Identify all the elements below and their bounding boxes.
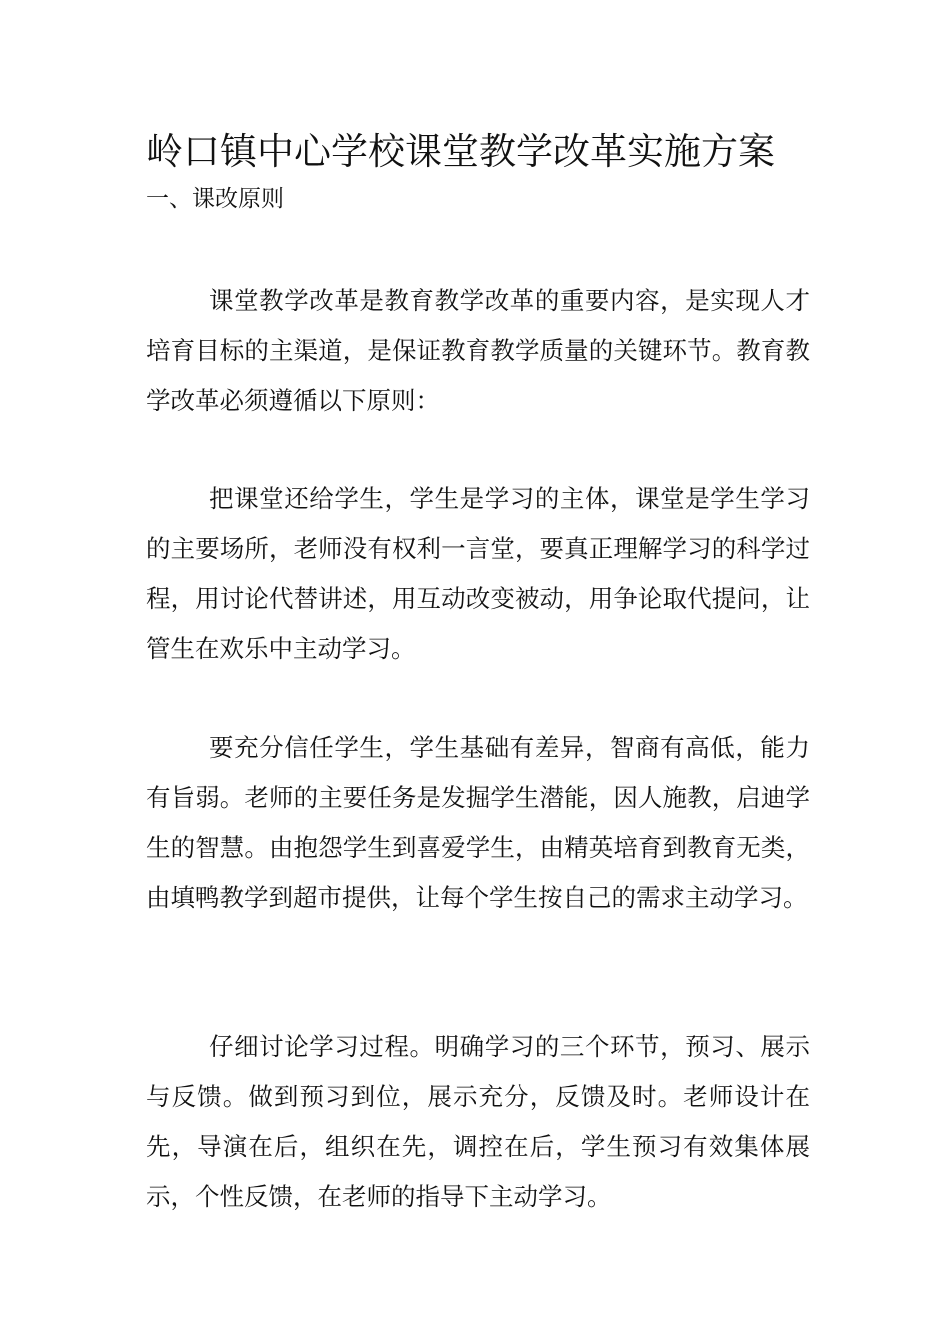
paragraph-4: 仔细讨论学习过程。明确学习的三个环节，预习、展示与反馈。做到预习到位，展示充分，反馈及时。老师设计在先，导演在后，组织在先，调控在后，学生预习有效集体展示，个性反馈，在老师的指导下主动学习。 [146,1032,810,1211]
paragraph-2: 把课堂还给学生，学生是学习的主体，课堂是学生学习的主要场所，老师没有权利一言堂，要真正理解学习的科学过程，用讨论代替讲述，用互动改变被动，用争论取代提问，让管生在欢乐中主动学习。 [146,484,810,663]
paragraph-3: 要充分信任学生，学生基础有差异，智商有高低，能力有旨弱。老师的主要任务是发掘学生潜能，因人施教，启迪学生的智慧。由抱怨学生到喜爱学生，由精英培育到教育无类，由填鸭教学到超市提供，让每个学生按自己的需求主动学习。 [146,733,810,912]
document-title: 岭口镇中心学校课堂教学改革实施方案 [146,130,775,173]
paragraph-1: 课堂教学改革是教育教学改革的重要内容，是实现人才培育目标的主渠道，是保证教育教学质量的关键环节。教育教学改革必须遵循以下原则： [146,286,810,415]
section-heading: 一、课改原则 [146,186,284,212]
